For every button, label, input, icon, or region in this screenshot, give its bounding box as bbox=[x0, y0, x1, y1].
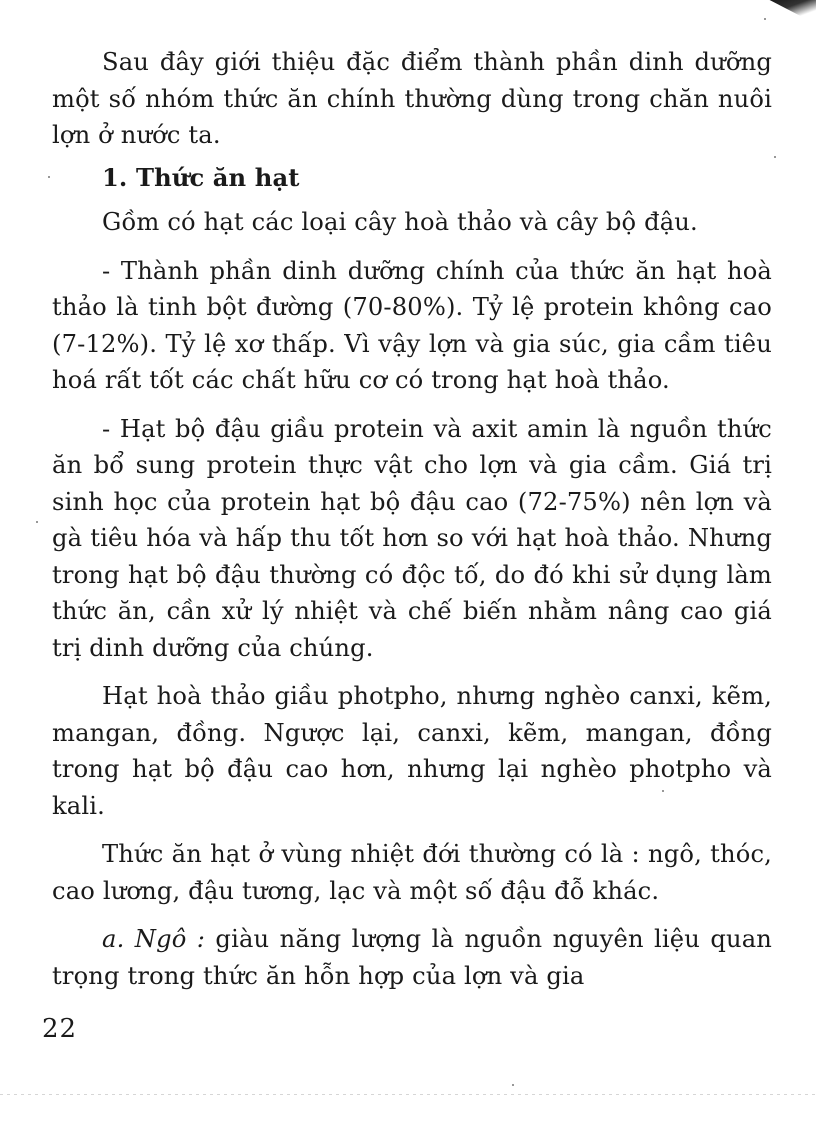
page-body bbox=[52, 44, 772, 994]
corn-paragraph bbox=[52, 921, 772, 994]
scan-corner-mark bbox=[758, 0, 816, 24]
section-intro-paragraph: Gồm có hạt các loại cây hoà thảo và cây bộ đậu. bbox=[102, 208, 698, 236]
tropical-grains-paragraph: Thức ăn hạt ở vùng nhiệt đới thường có là : ngô, thóc, cao lương, đậu tương, lạc và một số đậu đỗ khác. bbox=[52, 840, 772, 905]
section-heading: 1. Thức ăn hạt bbox=[102, 162, 300, 192]
scan-speck bbox=[774, 156, 776, 158]
legume-grain-paragraph: - Hạt bộ đậu giầu protein và axit amin là nguồn thức ăn bổ sung protein thực vật cho lợn và gia cầm. Giá trị sinh học của protein hạt bộ đậu cao (72-75%) nên lợn và gà tiêu hóa và hấp thu tốt hơn so với hạt hoà thảo. Nhưng trong hạt bộ đậu thường có độc tố, do đó khi sử dụng làm thức ăn, cần xử lý nhiệt và chế biến nhằm nâng cao giá trị dinh dưỡng của chúng. bbox=[52, 414, 772, 662]
scan-speck bbox=[36, 521, 38, 523]
cereal-grain-paragraph: - Thành phần dinh dưỡng chính của thức ăn hạt hoà thảo là tinh bột đường (70-80%). Tỷ lệ protein không cao (7-12%). Tỷ lệ xơ thấp. Vì vậy lợn và gia súc, gia cầm tiêu hoá rất tốt các chất hữu cơ có trong hạt hoà thảo. bbox=[52, 256, 772, 394]
scan-speck bbox=[512, 1084, 514, 1086]
scan-bottom-edge bbox=[0, 1094, 816, 1095]
corn-paragraph-text: giàu năng lượng là nguồn nguyên liệu quan trọng trong thức ăn hỗn hợp của lợn và gia bbox=[52, 925, 773, 990]
minerals-paragraph: Hạt hoà thảo giầu photpho, nhưng nghèo canxi, kẽm, mangan, đồng. Ngược lại, canxi, kẽm, mangan, đồng trong hạt bộ đậu cao hơn, nhưng lại nghèo photpho và kali. bbox=[52, 682, 772, 820]
scan-speck bbox=[48, 176, 50, 178]
scan-speck bbox=[662, 790, 664, 792]
corn-subheading: a. Ngô : bbox=[102, 925, 206, 953]
scan-speck bbox=[764, 18, 766, 20]
page-number: 22 bbox=[42, 1014, 78, 1044]
intro-paragraph: Sau đây giới thiệu đặc điểm thành phần dinh dưỡng một số nhóm thức ăn chính thường dùng trong chăn nuôi lợn ở nước ta. bbox=[52, 48, 772, 149]
